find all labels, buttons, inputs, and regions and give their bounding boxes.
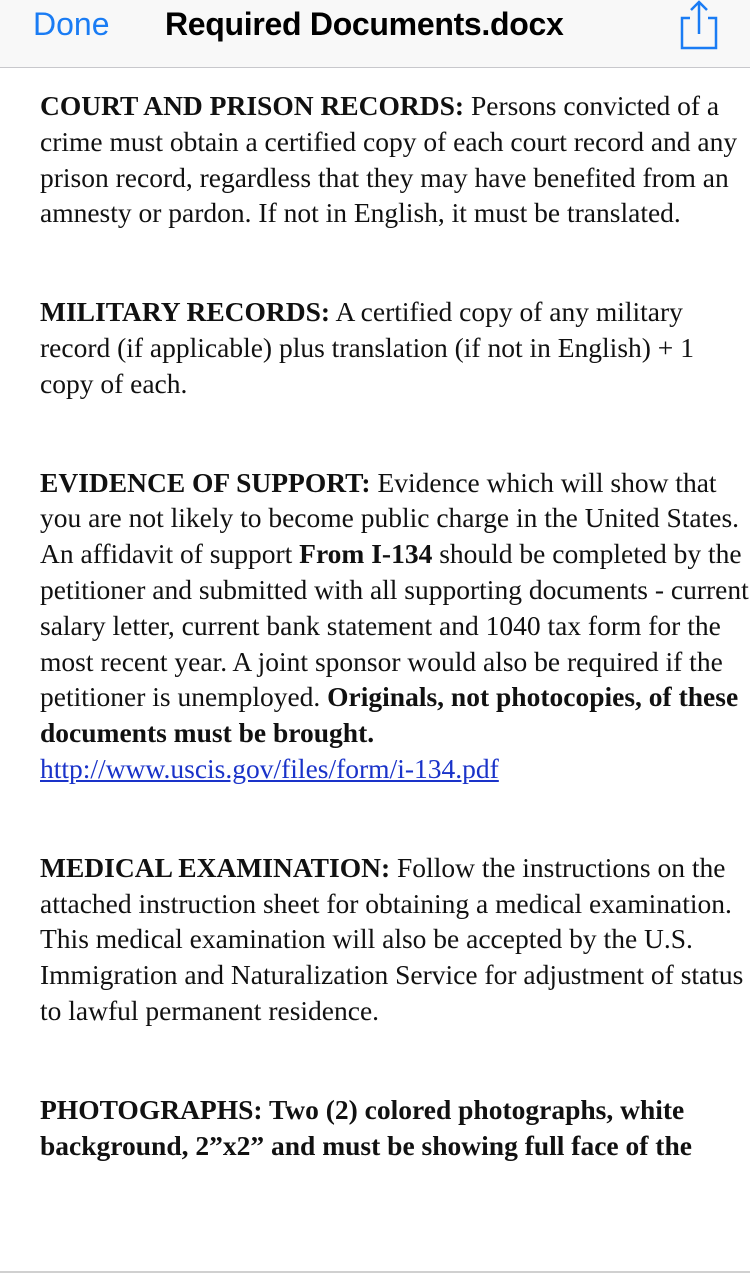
court-records-section: [40, 88, 750, 231]
medical-examination-heading: MEDICAL EXAMINATION:: [40, 851, 391, 883]
document-title: Required Documents.docx: [165, 6, 564, 42]
military-records-section: [40, 294, 750, 401]
evidence-of-support-text-continued: should be completed by the petitioner and submitted with all supporting documents - current salary letter, current bank statement and 1040 tax form for the most recent year. A joint sponsor would also be required if the petitioner is unemployed.: [40, 538, 749, 713]
evidence-of-support-text: Evidence which will show that you are not likely to become public charge in the United States. An affidavit of support: [40, 466, 740, 570]
done-button[interactable]: Done: [33, 6, 110, 42]
document-body: [40, 88, 750, 1163]
share-icon: [676, 0, 722, 50]
photographs-heading: PHOTOGRAPHS:: [40, 1093, 263, 1125]
court-records-text: Persons convicted of a crime must obtain a certified copy of each court record and any prison record, regardless that they may have benefited from an amnesty or pardon. If not in English, it must be translated.: [40, 90, 738, 229]
court-records-heading: COURT AND PRISON RECORDS:: [40, 90, 465, 121]
medical-examination-text: Follow the instructions on the attached instruction sheet for obtaining a medical examination. This medical examination will also be accepted by the U.S. Immigration and Naturalization Service for adjustment of status to lawful permanent residence.: [40, 851, 744, 1026]
document-viewer[interactable]: [0, 68, 750, 1273]
form-i134-link[interactable]: http://www.uscis.gov/files/form/i-134.pdf: [40, 752, 499, 784]
photographs-section: [40, 1092, 750, 1164]
form-reference: From I-134: [299, 538, 433, 570]
evidence-of-support-heading: EVIDENCE OF SUPPORT:: [40, 466, 371, 498]
originals-notice: Originals, not photocopies, of these documents must be brought.: [40, 681, 739, 749]
military-records-text: A certified copy of any military record (if applicable) plus translation (if not in English) + 1 copy of each.: [40, 296, 694, 399]
photographs-text: Two (2) colored photographs, white background, 2”x2” and must be showing full face of the: [40, 1093, 692, 1161]
evidence-of-support-section: [40, 465, 750, 787]
military-records-heading: MILITARY RECORDS:: [40, 296, 331, 328]
medical-examination-section: [40, 850, 750, 1029]
share-button[interactable]: [676, 0, 722, 50]
navigation-bar: [0, 0, 750, 68]
